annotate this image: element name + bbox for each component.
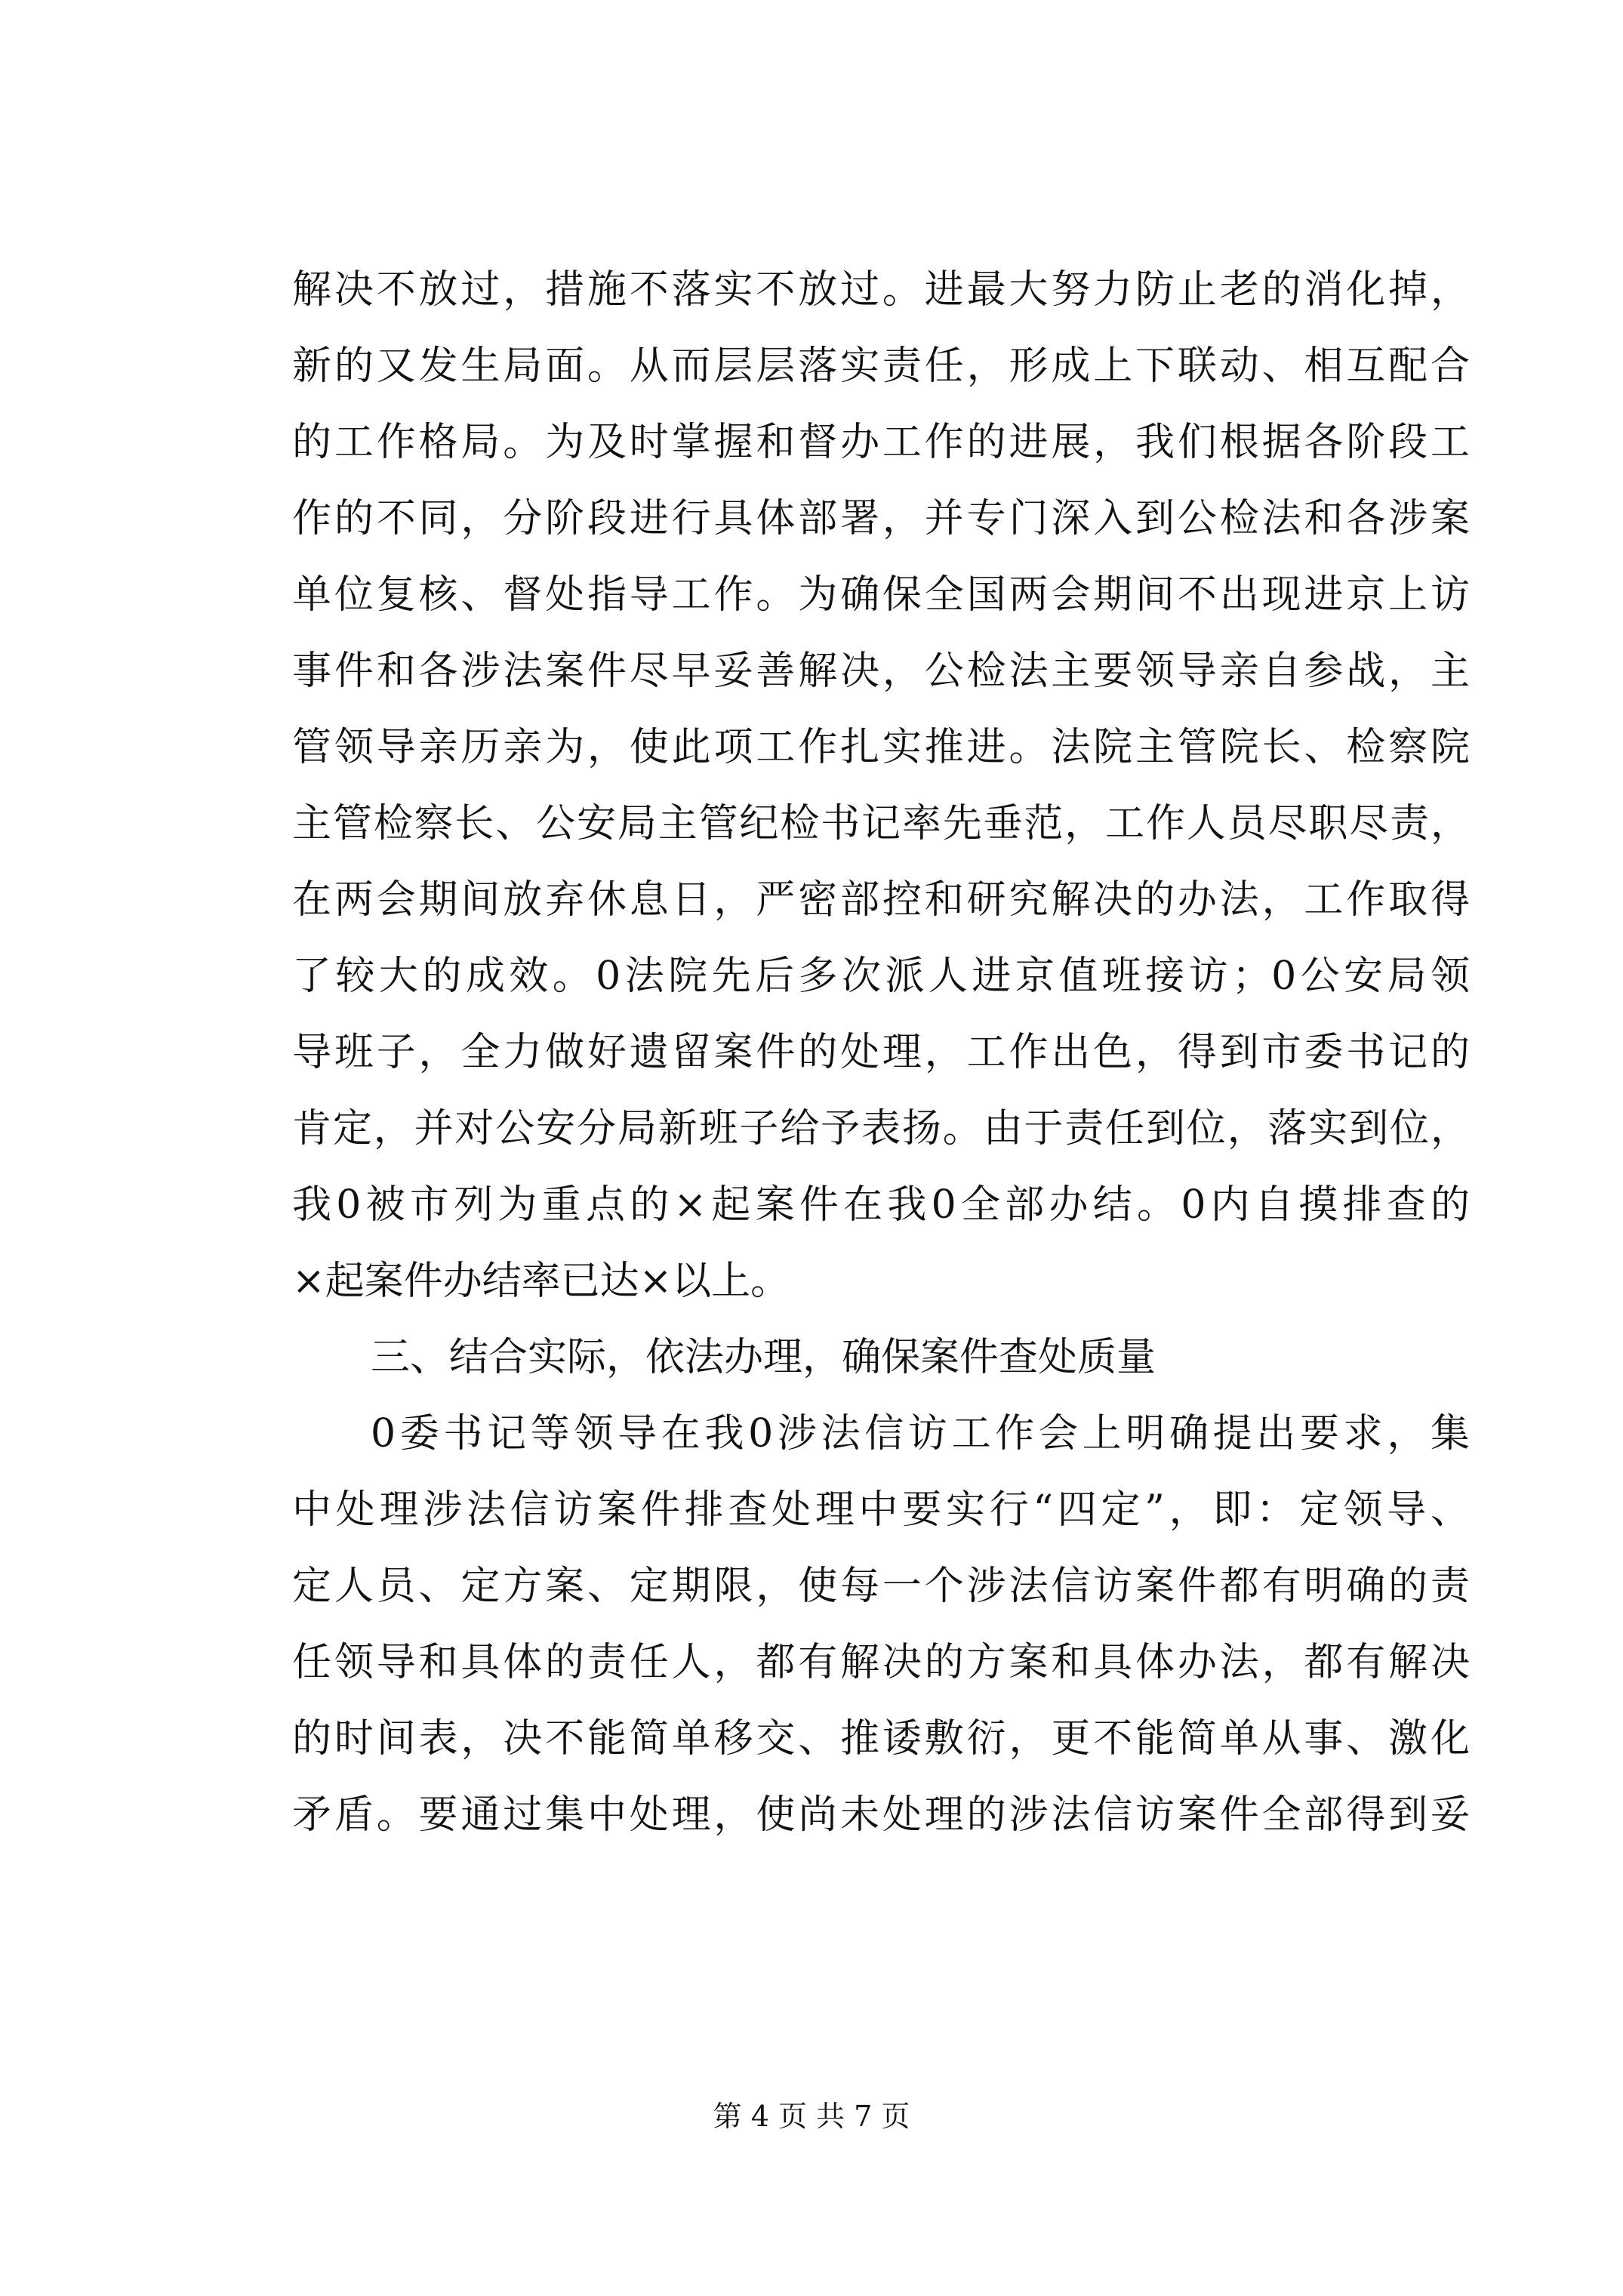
text-line: 肯定，并对公安分局新班子给予表扬。由于责任到位，落实到位， (292, 1106, 1470, 1151)
text-line: 新的又发生局面。从而层层落实责任，形成上下联动、相互配合 (292, 344, 1470, 389)
text-line: 导班子，全力做好遗留案件的处理，工作出色，得到市委书记的 (292, 1030, 1470, 1075)
text-line: 单位复核、督处指导工作。为确保全国两会期间不出现进京上访 (292, 572, 1470, 618)
text-line: 的工作格局。为及时掌握和督办工作的进展，我们根据各阶段工 (292, 420, 1470, 465)
text-line: 中处理涉法信访案件排查处理中要实行“四定”，即：定领导、 (292, 1487, 1470, 1533)
text-line: 管领导亲历亲为，使此项工作扎实推进。法院主管院长、检察院 (292, 725, 1470, 770)
section-heading: 三、结合实际，依法办理，确保案件查处质量 (371, 1335, 1156, 1380)
text-line: 的时间表，决不能简单移交、推诿敷衍，更不能简单从事、激化 (292, 1716, 1470, 1761)
text-line: 事件和各涉法案件尽早妥善解决，公检法主要领导亲自参战，主 (292, 649, 1470, 694)
text-line: 矛盾。要通过集中处理，使尚未处理的涉法信访案件全部得到妥 (292, 1792, 1470, 1838)
page-number-footer: 第 4 页 共 7 页 (713, 2100, 910, 2133)
text-line: 主管检察长、公安局主管纪检书记率先垂范，工作人员尽职尽责， (292, 801, 1470, 846)
text-line: 0委书记等领导在我0涉法信访工作会上明确提出要求，集 (371, 1411, 1470, 1456)
document-body (292, 252, 1470, 1854)
text-line: 在两会期间放弃休息日，严密部控和研究解决的办法，工作取得 (292, 877, 1470, 923)
text-line: 解决不放过，措施不落实不放过。进最大努力防止老的消化掉， (292, 267, 1470, 313)
text-line: 了较大的成效。0法院先后多次派人进京值班接访；0公安局领 (292, 954, 1470, 999)
text-line: 作的不同，分阶段进行具体部署，并专门深入到公检法和各涉案 (292, 496, 1470, 541)
text-line: 定人员、定方案、定期限，使每一个涉法信访案件都有明确的责 (292, 1564, 1470, 1609)
text-line: 任领导和具体的责任人，都有解决的方案和具体办法，都有解决 (292, 1640, 1470, 1685)
text-line: ×起案件办结率已达×以上。 (292, 1259, 790, 1304)
text-line: 我0被市列为重点的×起案件在我0全部办结。0内自摸排查的 (292, 1182, 1470, 1228)
